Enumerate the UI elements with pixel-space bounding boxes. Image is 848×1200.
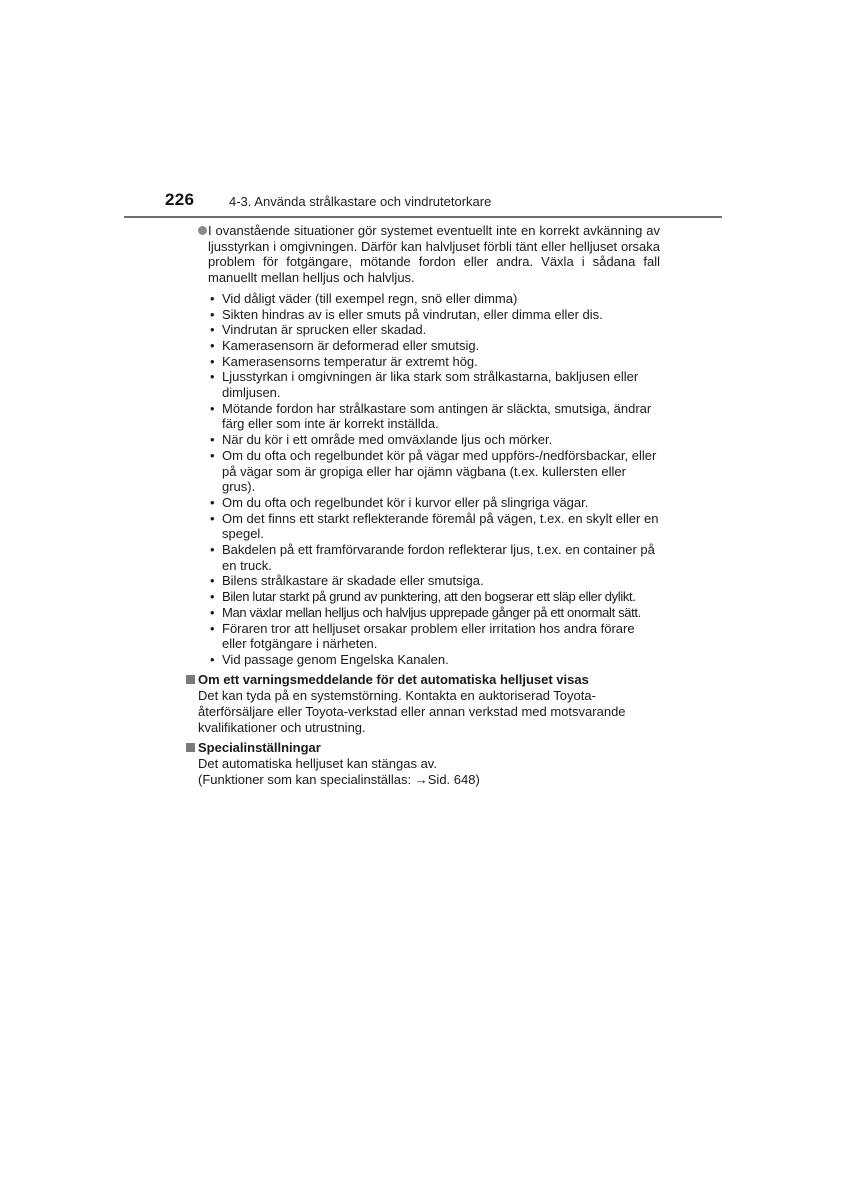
bullet-mark: • <box>210 447 215 463</box>
list-item <box>210 652 660 668</box>
bullet-mark: • <box>210 369 215 385</box>
list-item <box>210 589 660 605</box>
list-item-text: Föraren tror att helljuset orsakar problem eller irritation hos andra förare eller fotgängare i närheten. <box>222 620 635 652</box>
list-item-text: Kamerasensorns temperatur är extremt hög. <box>222 353 478 369</box>
list-item-text: Ljusstyrkan i omgivningen är lika stark som strålkastarna, bakljusen eller dimljusen. <box>222 369 639 401</box>
intro-paragraph <box>198 223 660 286</box>
custom-settings-line-1: Det automatiska helljuset kan stängas av. <box>198 756 437 772</box>
list-item <box>210 338 660 354</box>
bullet-mark: • <box>210 432 215 448</box>
bullet-mark: • <box>210 322 215 338</box>
bullet-mark: • <box>210 290 215 306</box>
page-content <box>198 223 660 792</box>
bullet-mark: • <box>210 353 215 369</box>
list-item <box>210 307 660 323</box>
list-item-text: När du kör i ett område med omväxlande ljus och mörker. <box>222 432 553 448</box>
warning-heading <box>186 672 660 688</box>
list-item-text: Bilens strålkastare är skadade eller smutsiga. <box>222 573 484 589</box>
list-item-text: Om du ofta och regelbundet kör i kurvor eller på slingriga vägar. <box>222 494 589 510</box>
bullet-mark: • <box>210 542 215 558</box>
custom-settings-body <box>198 756 660 787</box>
bullet-mark: • <box>210 604 215 620</box>
list-item <box>210 354 660 370</box>
conditions-list <box>198 291 660 668</box>
list-item <box>210 542 660 573</box>
list-item <box>210 401 660 432</box>
list-item <box>210 573 660 589</box>
bullet-mark: • <box>210 573 215 589</box>
list-item <box>210 291 660 307</box>
bullet-mark: • <box>210 510 215 526</box>
list-item-text: Man växlar mellan helljus och halvljus upprepade gånger på ett onormalt sätt. <box>222 604 641 620</box>
list-item <box>210 432 660 448</box>
bullet-mark: • <box>210 494 215 510</box>
list-item-text: Bakdelen på ett framförvarande fordon reflekterar ljus, t.ex. en container på en truck. <box>222 542 655 573</box>
list-item-text: Vid passage genom Engelska Kanalen. <box>222 651 449 667</box>
custom-settings-heading <box>186 740 660 756</box>
section-title: 4-3. Använda strålkastare och vindrutetorkare <box>229 194 492 209</box>
list-item-text: Vindrutan är sprucken eller skadad. <box>222 322 427 338</box>
page-number: 226 <box>165 190 195 209</box>
page-header <box>0 190 848 220</box>
list-item-text: Sikten hindras av is eller smuts på vindrutan, eller dimma eller dis. <box>222 306 603 322</box>
custom-settings-heading-text: Specialinställningar <box>198 739 321 755</box>
list-item <box>210 495 660 511</box>
warning-body <box>198 688 660 735</box>
bullet-mark: • <box>210 400 215 416</box>
list-item <box>210 621 660 652</box>
circle-bullet-icon <box>198 226 207 235</box>
bullet-mark: • <box>210 589 215 605</box>
list-item <box>210 511 660 542</box>
custom-settings-line-2: (Funktioner som kan specialinställas: →Sid. 648) <box>198 771 480 787</box>
intro-text: I ovanstående situationer gör systemet eventuellt inte en korrekt avkänning av ljusstyrkan i omgivningen. Därför kan halvljuset förbli tänt eller helljuset orsaka problem för fotgängare, mötande fordon eller andra. Växla i sådana fall manuellt mellan helljus och halvljus. <box>208 223 660 286</box>
square-bullet-icon <box>186 675 195 684</box>
header-rule <box>124 216 722 218</box>
warning-body-text: Det kan tyda på en systemstörning. Kontakta en auktoriserad Toyota-återförsäljare eller Toyota-verkstad eller annan verkstad med motsvarande kvalifikationer och utrustning. <box>198 688 626 735</box>
list-item <box>210 322 660 338</box>
bullet-mark: • <box>210 306 215 322</box>
square-bullet-icon <box>186 743 195 752</box>
list-item <box>210 448 660 495</box>
bullet-mark: • <box>210 651 215 667</box>
list-item-text: Bilen lutar starkt på grund av punktering, att den bogserar ett släp eller dylikt. <box>222 589 636 605</box>
warning-heading-text: Om ett varningsmeddelande för det automatiska helljuset visas <box>198 671 589 687</box>
list-item-text: Kamerasensorn är deformerad eller smutsig. <box>222 337 480 353</box>
bullet-mark: • <box>210 620 215 636</box>
list-item-text: Vid dåligt väder (till exempel regn, snö eller dimma) <box>222 290 518 306</box>
list-item-text: Om du ofta och regelbundet kör på vägar med uppförs-/nedförsbackar, eller på vägar som är gropiga eller har ojämn vägbana (t.ex. kullersten eller grus). <box>222 447 657 495</box>
list-item-text: Om det finns ett starkt reflekterande föremål på vägen, t.ex. en skylt eller en spegel. <box>222 510 659 542</box>
list-item <box>210 605 660 621</box>
bullet-mark: • <box>210 337 215 353</box>
list-item <box>210 369 660 400</box>
list-item-text: Mötande fordon har strålkastare som antingen är släckta, smutsiga, ändrar färg eller som inte är korrekt inställda. <box>222 400 652 432</box>
